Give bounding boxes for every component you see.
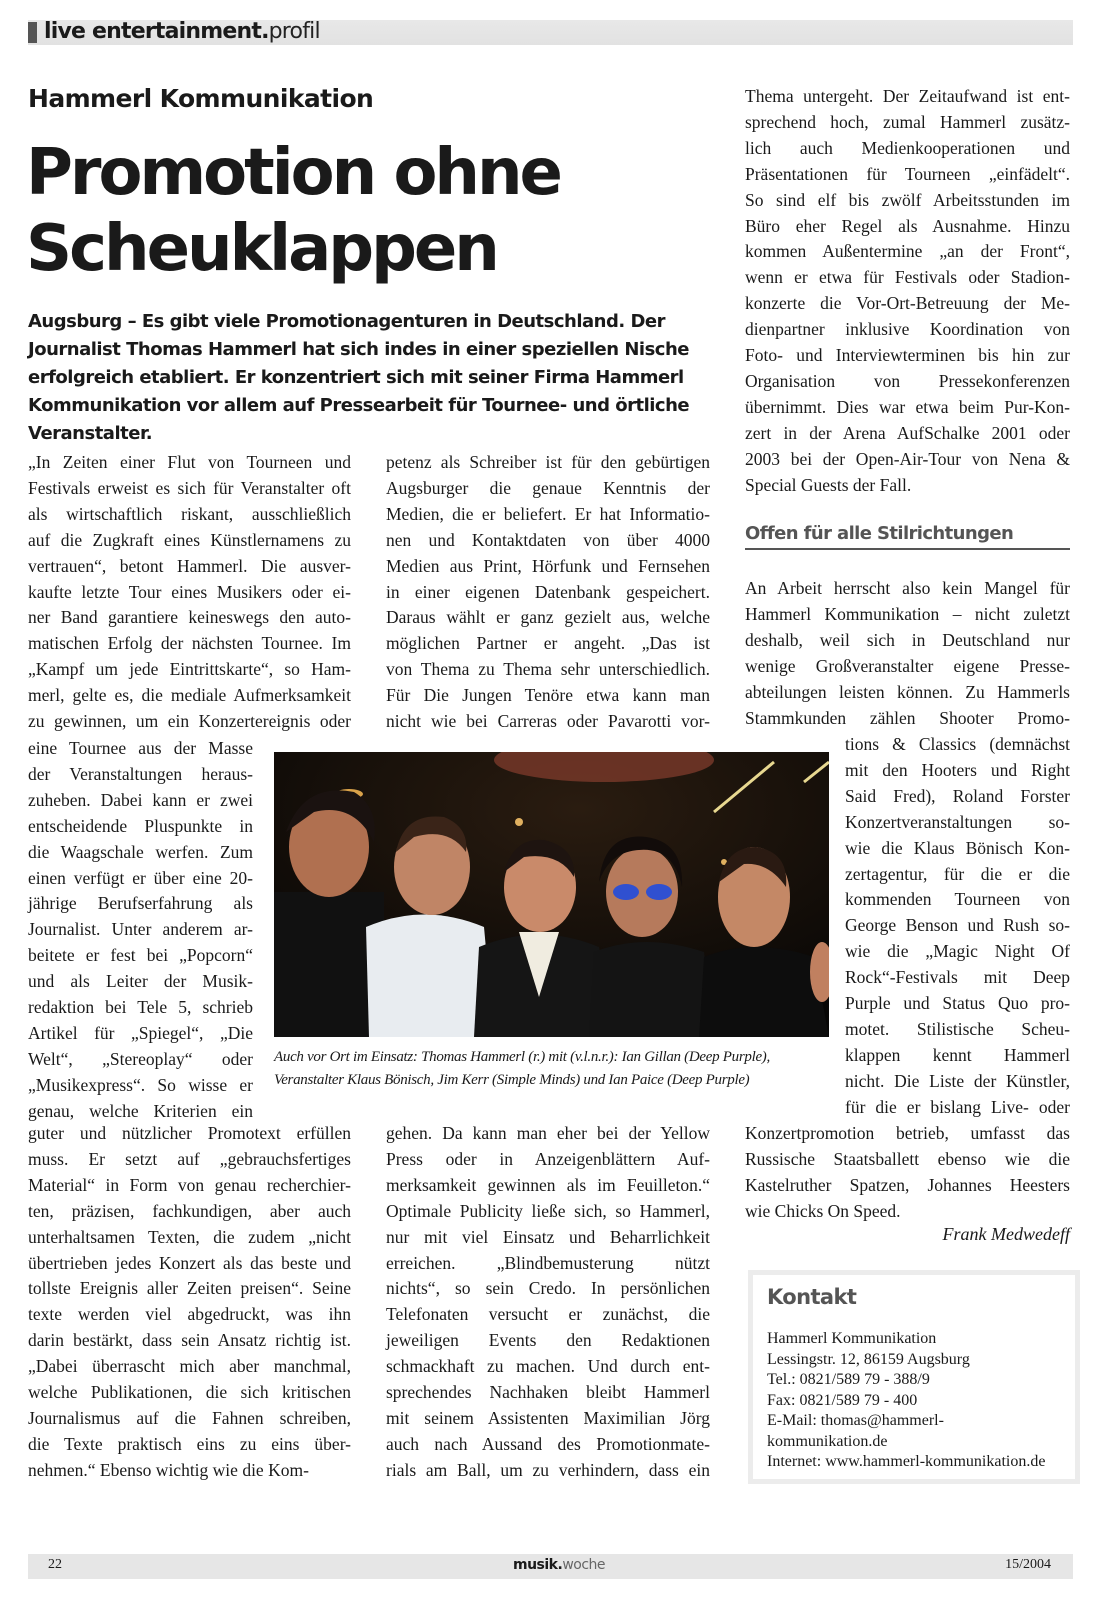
text-line: „Musikexpress“. So wisse er <box>28 1074 253 1095</box>
article-kicker: Hammerl Kommunikation <box>28 84 374 113</box>
text-line: Konzertpromotion betrieb, umfasst das <box>745 1123 1070 1143</box>
text-line: Journalismus auf die Fahnen schreiben, <box>28 1407 351 1428</box>
text-line: kommenden Tourneen von <box>845 889 1070 910</box>
text-line: von Thema zu Thema sehr unterschiedlich. <box>386 659 710 680</box>
text-line: als wirtschaftlich riskant, ausschließlich <box>28 503 351 524</box>
photo-caption <box>274 1046 834 1092</box>
page-number: 22 <box>48 1557 62 1572</box>
text-line: Journalist. Unter anderem ar- <box>28 919 253 940</box>
body-column-1c <box>28 1121 351 1484</box>
headline-line-1: Promotion ohne <box>26 136 560 210</box>
text-line: texte werden viel abgedruckt, was ihn <box>28 1304 351 1325</box>
text-line: übernimmt. Dies war etwa beim Pur-Kon- <box>745 396 1070 417</box>
contact-address: Lessingstr. 12, 86159 Augsburg <box>767 1350 970 1368</box>
photo-caption-line-2: Veranstalter Klaus Bönisch, Jim Kerr (Simple Minds) und Ian Paice (Deep Purple) <box>274 1072 750 1088</box>
text-line: petenz als Schreiber ist für den gebürtigen <box>386 452 710 472</box>
contact-website[interactable]: Internet: www.hammerl-kommunikation.de <box>767 1453 1046 1470</box>
author-byline: Frank Medwedeff <box>942 1224 1070 1244</box>
publication-logo <box>513 1557 605 1573</box>
text-line: wie die Klaus Bönisch Kon- <box>845 837 1070 858</box>
text-line: und als Leiter der Musik- <box>28 971 253 992</box>
text-line: deshalb, weil sich in Deutschland nur <box>745 629 1070 650</box>
text-line: Medien aus Print, Hörfunk und Fernsehen <box>386 555 710 576</box>
text-line: wie die „Magic Night Of <box>845 941 1070 962</box>
text-line: nehmen.“ Ebenso wichtig wie die Kom- <box>28 1459 309 1480</box>
text-line: George Benson und Rush so- <box>845 915 1070 936</box>
text-line: nen und Kontaktdaten von über 4000 <box>386 529 710 550</box>
text-line: Rock“-Festivals mit Deep <box>845 967 1070 988</box>
text-line: Telefonaten versucht er zunächst, die <box>386 1304 710 1325</box>
text-line: welche Publikationen, die sich kritischen <box>28 1382 351 1403</box>
publication-logo-bold: musik <box>513 1557 558 1573</box>
text-line: nicht. Die Liste der Künstler, <box>845 1070 1070 1091</box>
body-column-3d <box>745 1121 1070 1225</box>
article-lead: Augsburg – Es gibt viele Promotionagenturen in Deutschland. Der Journalist Thomas Hammerl hat sich indes in einer speziellen Nische erfolgreich etabliert. Er konzentriert sich mit seiner Firma Hammerl Kommunikation vor allem auf Pressearbeit für Tournee- und örtliche Veranstalter. <box>28 311 690 444</box>
photo-caption-line-1: Auch vor Ort im Einsatz: Thomas Hammerl (r.) mit (v.l.n.r.): Ian Gillan (Deep Purple), <box>274 1049 770 1065</box>
text-line: Kastelruther Spatzen, Johannes Heesters <box>745 1174 1070 1195</box>
section-label-light: profil <box>268 19 320 44</box>
body-column-1a <box>28 450 351 735</box>
text-line: Präsentationen für Tourneen „einfädelt“. <box>745 163 1070 184</box>
text-line: mit den Hooters und Right <box>845 759 1070 780</box>
text-line: Foto- und Interviewterminen bis hin zur <box>745 345 1070 366</box>
text-line: sprechend hoch, zumal Hammerl zusätz- <box>745 111 1070 132</box>
text-line: tollste Ereignis aller Zeiten preisen“. Seine <box>28 1278 351 1299</box>
text-line: sprechendes Nachhaken bleibt Hammerl <box>386 1382 710 1403</box>
text-line: ten, präzisen, fachkundigen, aber auch <box>28 1200 351 1221</box>
text-line: wie Chicks On Speed. <box>745 1200 901 1221</box>
text-line: für die er bislang Live- oder <box>845 1096 1070 1117</box>
text-line: möglichen Partner er angeht. „Das ist <box>386 633 710 654</box>
body-column-2b <box>386 1121 710 1484</box>
text-line: unterhaltsamen Texten, die zudem „nicht <box>28 1226 351 1247</box>
text-line: Stammkunden zählen Shooter Promo- <box>745 707 1070 728</box>
contact-fax: Fax: 0821/589 79 - 400 <box>767 1391 918 1409</box>
text-line: Büro eher Regel als Ausnahme. Hinzu <box>745 215 1070 236</box>
group-photo-illustration <box>274 752 829 1037</box>
text-line: „Kampf um jede Eintrittskarte“, so Ham- <box>28 659 351 680</box>
body-column-2a <box>386 450 710 735</box>
text-line: redaktion bei Tele 5, schrieb <box>28 997 253 1018</box>
text-line: die Waagschale werfen. Zum <box>28 841 253 862</box>
text-line: Said Fred), Roland Forster <box>845 785 1070 806</box>
text-line: wenn er etwa für Festivals oder Stadion- <box>745 267 1070 288</box>
text-line: beitete er fest bei „Popcorn“ <box>28 945 253 966</box>
text-line: ner Band garantiere keineswegs den auto- <box>28 607 351 628</box>
issue-number: 15/2004 <box>1005 1557 1051 1572</box>
text-line: Welt“, „Stereoplay“ oder <box>28 1048 253 1069</box>
text-line: entscheidende Pluspunkte in <box>28 815 253 836</box>
publication-logo-light: woche <box>562 1557 606 1573</box>
section-label-dot: . <box>261 19 269 44</box>
text-line: motet. Stilistische Scheu- <box>845 1018 1070 1039</box>
text-line: auch nach Aussand des Promotionmate- <box>386 1433 710 1454</box>
text-line: matischen Erfolg der nächsten Tournee. Im <box>28 633 351 654</box>
text-line: Hammerl Kommunikation – nicht zuletzt <box>745 603 1070 624</box>
text-line: guter und nützlicher Promotext erfüllen <box>28 1123 351 1143</box>
text-line: tions & Classics (demnächst <box>845 734 1070 754</box>
text-line: Optimale Publicity ließe sich, so Hammerl, <box>386 1200 710 1221</box>
text-line: der Veranstaltungen heraus- <box>28 763 253 784</box>
text-line: erreichen. „Blindbemusterung nützt <box>386 1252 710 1273</box>
contact-company: Hammerl Kommunikation <box>767 1330 937 1347</box>
contact-phone: Tel.: 0821/589 79 - 388/9 <box>767 1371 930 1388</box>
text-line: genau, welche Kriterien ein <box>28 1100 253 1121</box>
text-line: klappen kennt Hammerl <box>845 1044 1070 1065</box>
contact-email-line-1[interactable]: E-Mail: thomas@hammerl- <box>767 1412 944 1429</box>
text-line: kommen Außentermine „an der Front“, <box>745 241 1070 262</box>
text-line: „In Zeiten einer Flut von Tourneen und <box>28 452 351 472</box>
text-line: Konzertveranstaltungen so- <box>845 811 1070 832</box>
text-line: mit seinem Assistenten Maximilian Jörg <box>386 1407 710 1428</box>
text-line: Medien, die er beliefert. Er hat Informatio- <box>386 503 710 524</box>
text-line: wenige Großveranstalter eigene Presse- <box>745 655 1070 676</box>
text-line: gehen. Da kann man eher bei der Yellow <box>386 1123 710 1143</box>
section-label-bold: live entertainment <box>44 19 262 44</box>
contact-email-line-2[interactable]: kommunikation.de <box>767 1432 888 1450</box>
text-line: zuheben. Dabei kann er zwei <box>28 789 253 810</box>
article-headline <box>26 135 560 287</box>
text-line: einen verfügt er über eine 20- <box>28 867 253 888</box>
text-line: Special Guests der Fall. <box>745 474 912 495</box>
section-label <box>44 19 320 44</box>
text-line: Russische Staatsballett ebenso wie die <box>745 1148 1070 1169</box>
text-line: So sind elf bis zwölf Arbeitsstunden im <box>745 189 1070 210</box>
text-line: Purple und Status Quo pro- <box>845 993 1070 1014</box>
text-line: muss. Er setzt auf „gebrauchsfertiges <box>28 1148 351 1169</box>
body-column-3b <box>745 576 1070 731</box>
text-line: Thema untergeht. Der Zeitaufwand ist ent- <box>745 86 1070 106</box>
section-subheading: Offen für alle Stilrichtungen <box>745 523 1070 550</box>
text-line: Daraus wählt er ganz gezielt aus, welche <box>386 607 710 628</box>
text-line: rials am Ball, um zu verhindern, dass ein <box>386 1459 710 1480</box>
text-line: Material“ in Form von genau recherchier- <box>28 1174 351 1195</box>
text-line: kaufte letzte Tour eines Musikers oder ei- <box>28 581 351 602</box>
text-line: jeweiligen Events den Redaktionen <box>386 1330 710 1351</box>
section-marker <box>28 22 37 43</box>
text-line: Für Die Jungen Tenöre etwa kann man <box>386 685 710 706</box>
text-line: 2003 bei der Open-Air-Tour von Nena & <box>745 448 1070 469</box>
text-line: in einer eigenen Datenbank gespeichert. <box>386 581 710 602</box>
group-photo <box>274 752 829 1037</box>
body-column-1b <box>28 736 253 1125</box>
text-line: darin bestärkt, dass sein Ansatz richtig ist. <box>28 1330 351 1351</box>
text-line: schmackhaft zu machen. Und durch ent- <box>386 1356 710 1377</box>
text-line: zertagentur, für die er die <box>845 863 1070 884</box>
contact-details <box>767 1329 1045 1473</box>
text-line: Augsburger die genaue Kenntnis der <box>386 477 710 498</box>
text-line: abteilungen leisten können. Zu Hammerls <box>745 681 1070 702</box>
text-line: lich auch Medienkooperationen und <box>745 137 1070 158</box>
text-line: die Texte praktisch eins zu eins über- <box>28 1433 351 1454</box>
text-line: merl, gelte es, die mediale Aufmerksamkeit <box>28 685 351 706</box>
body-column-3a <box>745 84 1070 499</box>
text-line: zert in der Arena AufSchalke 2001 oder <box>745 422 1070 443</box>
text-line: eine Tournee aus der Masse <box>28 738 253 758</box>
text-line: nur mit viel Einsatz und Beharrlichkeit <box>386 1226 710 1247</box>
text-line: auf die Zugkraft eines Künstlernamens zu <box>28 529 351 550</box>
text-line: vertrauen“, betont Hammerl. Die ausver- <box>28 555 351 576</box>
text-line: Festivals erweist es sich für Veranstalter oft <box>28 477 351 498</box>
text-line: jährige Berufserfahrung als <box>28 893 253 914</box>
text-line: Artikel für „Spiegel“, „Die <box>28 1022 253 1043</box>
text-line: dienpartner inklusive Koordination von <box>745 319 1070 340</box>
body-column-3c <box>845 732 1070 1121</box>
text-line: konzerte die Vor-Ort-Betreuung der Me- <box>745 293 1070 314</box>
text-line: nicht wie bei Carreras oder Pavarotti vor- <box>386 711 710 732</box>
text-line: merksamkeit gewinnen als im Feuilleton.“ <box>386 1174 710 1195</box>
text-line: zu gewinnen, um ein Konzertereignis oder <box>28 711 351 732</box>
text-line: nichts“, so sein Credo. In persönlichen <box>386 1278 710 1299</box>
contact-title: Kontakt <box>767 1285 857 1309</box>
contact-box <box>748 1270 1080 1484</box>
page-footer <box>28 1554 1073 1579</box>
section-header-bar <box>28 20 1073 45</box>
text-line: „Dabei überrascht mich aber manchmal, <box>28 1356 351 1377</box>
text-line: Organisation von Pressekonferenzen <box>745 370 1070 391</box>
text-line: Press oder in Anzeigenblättern Auf- <box>386 1148 710 1169</box>
headline-line-2: Scheuklappen <box>26 212 497 286</box>
text-line: An Arbeit herrscht also kein Mangel für <box>745 578 1070 598</box>
publication-logo-dot: . <box>557 1557 563 1573</box>
text-line: übertrieben jedes Konzert als das beste und <box>28 1252 351 1273</box>
